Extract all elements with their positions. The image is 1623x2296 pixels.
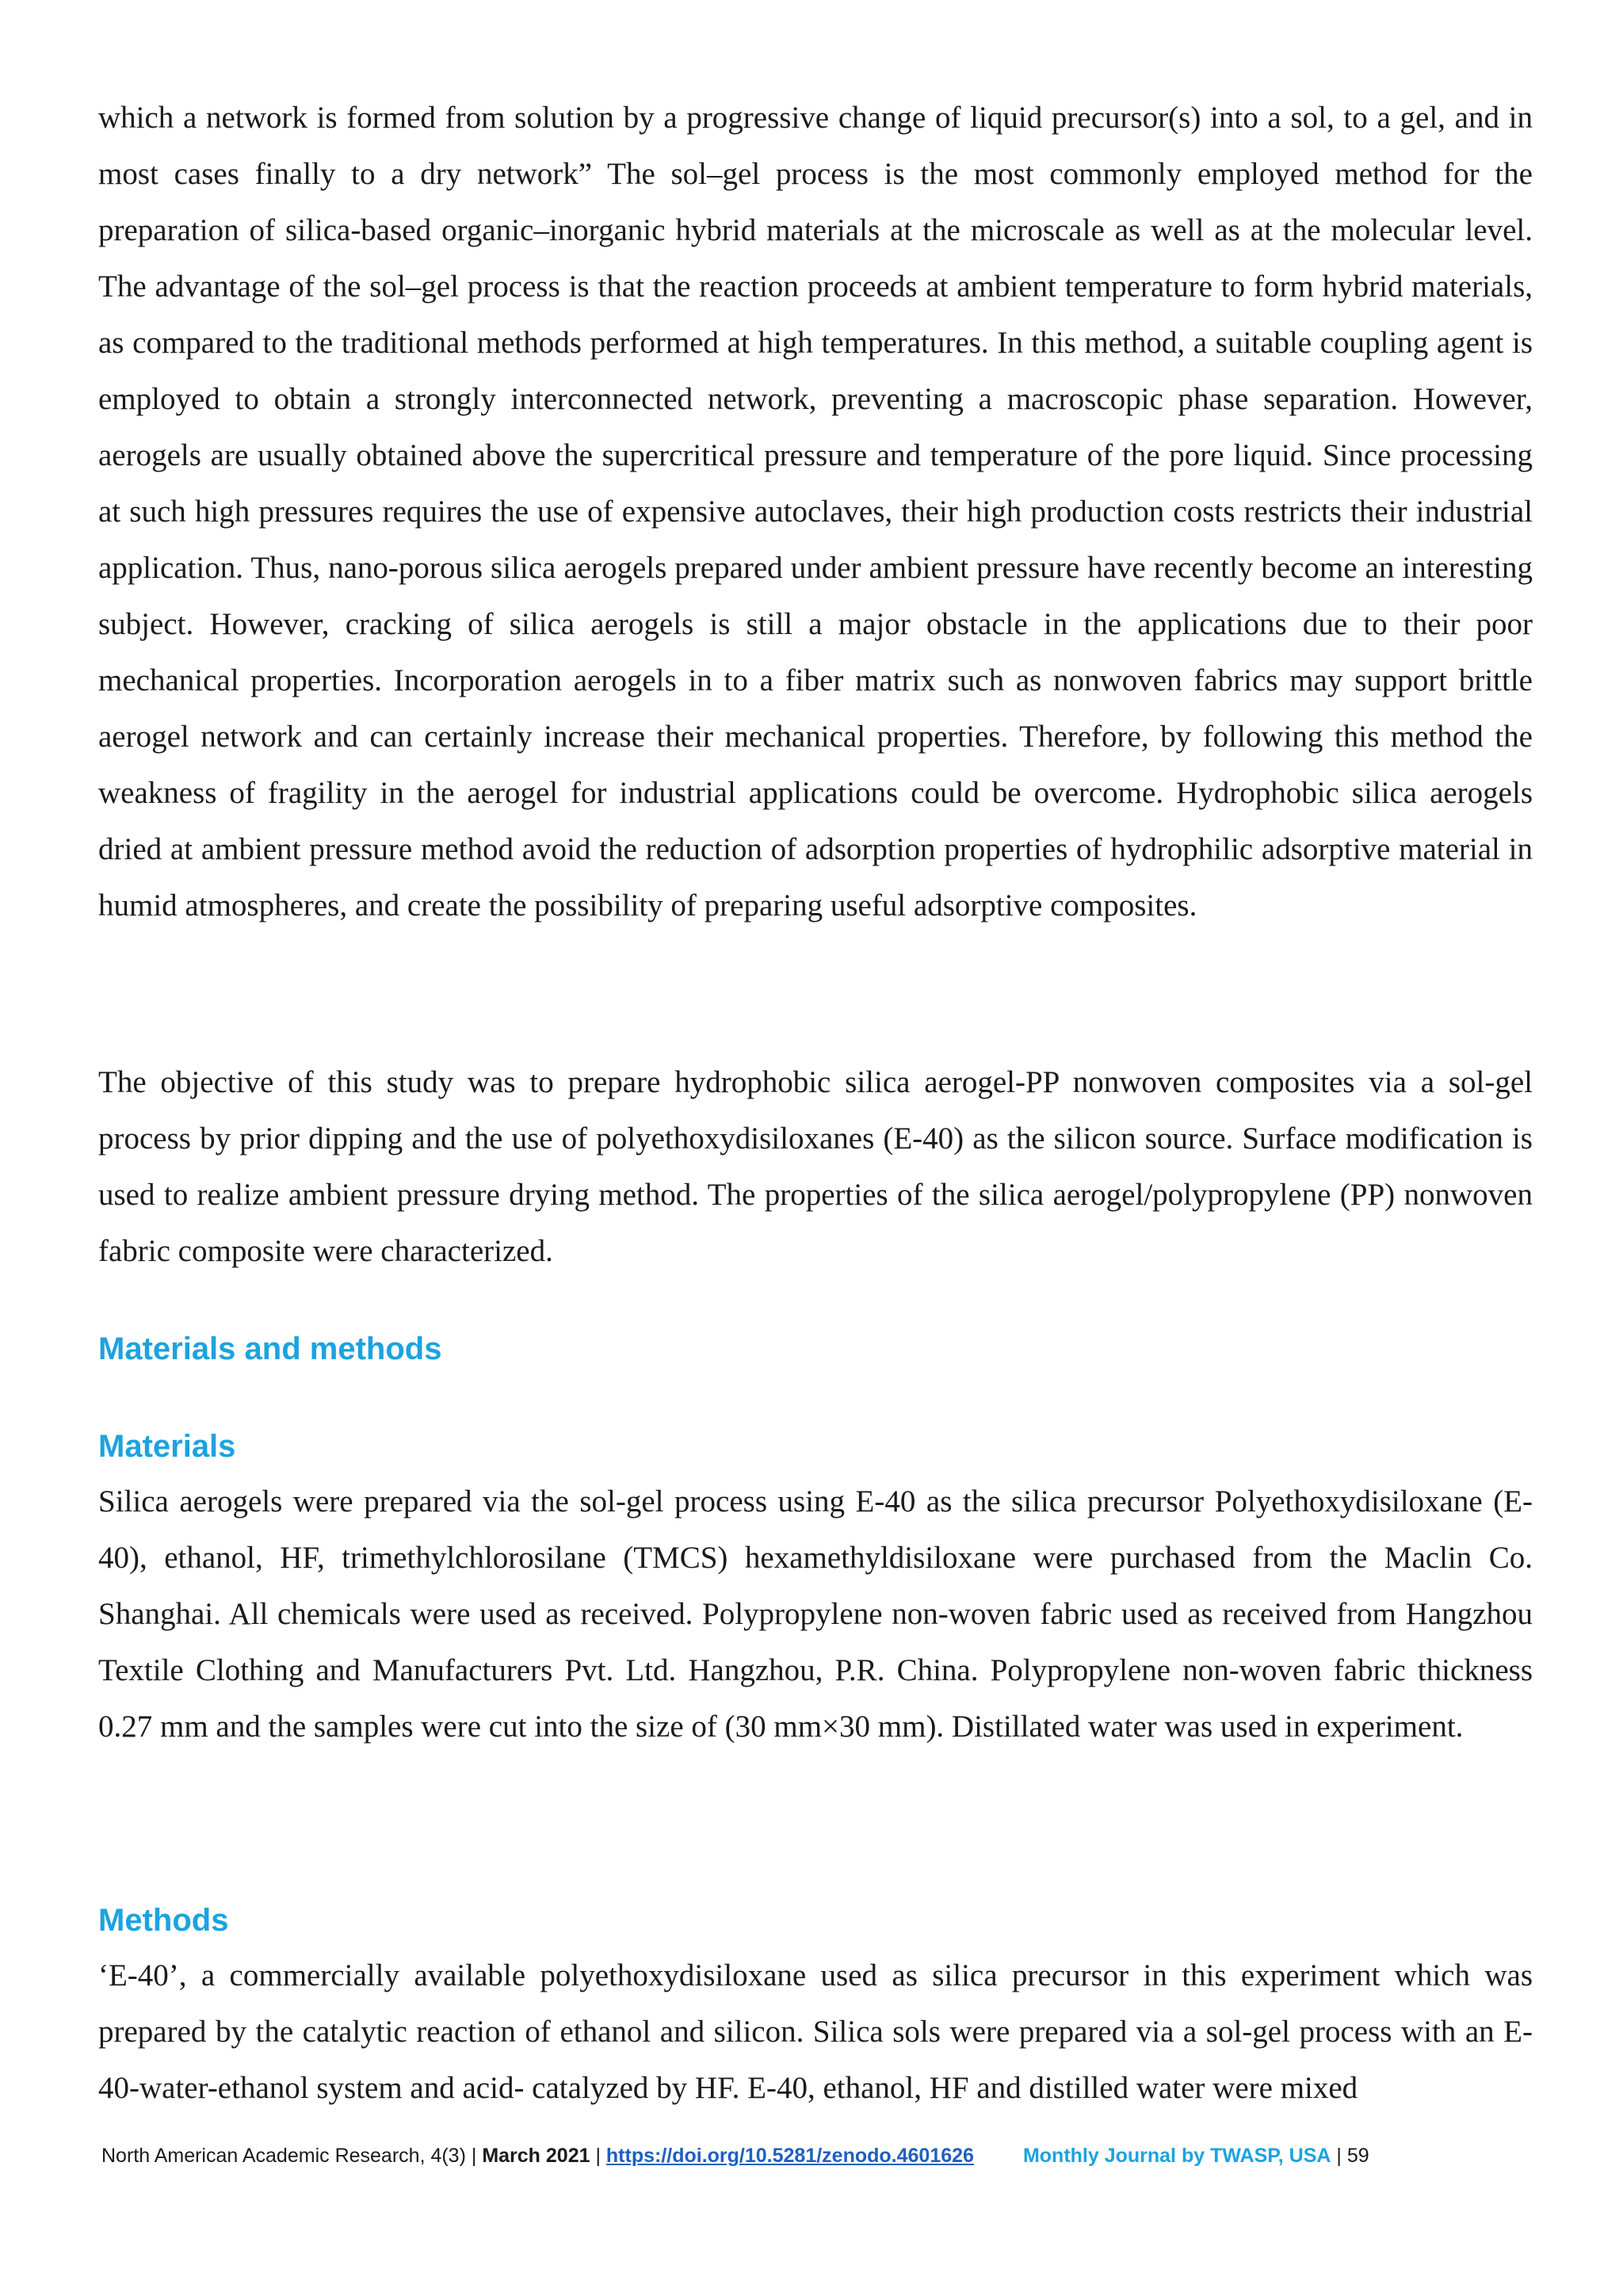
footer-doi-link[interactable]: https://doi.org/10.5281/zenodo.4601626 bbox=[605, 2145, 974, 2167]
footer-page-number: 59 bbox=[1346, 2145, 1369, 2167]
section-heading-materials-and-methods: Materials and methods bbox=[98, 1331, 442, 1366]
footer-journal-name: Monthly Journal by TWASP, USA bbox=[1022, 2145, 1331, 2167]
page-footer bbox=[101, 2145, 1369, 2168]
footer-page-separator: | bbox=[1331, 2145, 1347, 2167]
footer-separator: | bbox=[590, 2145, 606, 2167]
subsection-heading-methods: Methods bbox=[98, 1903, 229, 1938]
paragraph-objective: The objective of this study was to prepare hydrophobic silica aerogel-PP nonwoven composites via a sol-gel process by prior dipping and the use of polyethoxydisiloxanes (E-40) as the silicon source. Surface modification is used to realize ambient pressure drying method. The properties of the silica aerogel/polypropylene (PP) nonwoven fabric composite were characterized. bbox=[98, 1065, 1533, 1268]
footer-citation: North American Academic Research, 4(3) | bbox=[101, 2145, 483, 2167]
paragraph-sol-gel-background: which a network is formed from solution by a progressive change of liquid precursor(s) into a sol, to a gel, and in most cases finally to a dry network” The sol–gel process is the most commonly employed method for the preparation of silica-based organic–inorganic hybrid materials at the microscale as well as at the molecular level. The advantage of the sol–gel process is that the reaction proceeds at ambient temperature to form hybrid materials, as compared to the traditional methods performed at high temperatures. In this method, a suitable coupling agent is employed to obtain a strongly interconnected network, preventing a macroscopic phase separation. However, aerogels are usually obtained above the supercritical pressure and temperature of the pore liquid. Since processing at such high pressures requires the use of expensive autoclaves, their high production costs restricts their industrial application. Thus, nano-porous silica aerogels prepared under ambient pressure have recently become an interesting subject. However, cracking of silica aerogels is still a major obstacle in the applications due to their poor mechanical properties. Incorporation aerogels in to a fiber matrix such as nonwoven fabrics may support brittle aerogel network and can certainly increase their mechanical properties. Therefore, by following this method the weakness of fragility in the aerogel for industrial applications could be overcome. Hydrophobic silica aerogels dried at ambient pressure method avoid the reduction of adsorption properties of hydrophilic adsorptive material in humid atmospheres, and create the possibility of preparing useful adsorptive composites. bbox=[98, 101, 1533, 923]
subsection-heading-materials: Materials bbox=[98, 1429, 236, 1464]
paragraph-materials: Silica aerogels were prepared via the sol-gel process using E-40 as the silica precursor Polyethoxydisiloxane (E-40), ethanol, HF, trimethylchlorosilane (TMCS) hexamethyldisiloxane were purchased from the Maclin Co. Shanghai. All chemicals were used as received. Polypropylene non-woven fabric used as received from Hangzhou Textile Clothing and Manufacturers Pvt. Ltd. Hangzhou, P.R. China. Polypropylene non-woven fabric thickness 0.27 mm and the samples were cut into the size of (30 mm×30 mm). Distillated water was used in experiment. bbox=[98, 1484, 1533, 1744]
paragraph-methods: ‘E-40’, a commercially available polyethoxydisiloxane used as silica precursor in this experiment which was prepared by the catalytic reaction of ethanol and silicon. Silica sols were prepared via a sol-gel process with an E-40-water-ethanol system and acid- catalyzed by HF. E-40, ethanol, HF and distilled water were mixed bbox=[98, 1958, 1533, 2105]
footer-date: March 2021 bbox=[482, 2145, 590, 2167]
